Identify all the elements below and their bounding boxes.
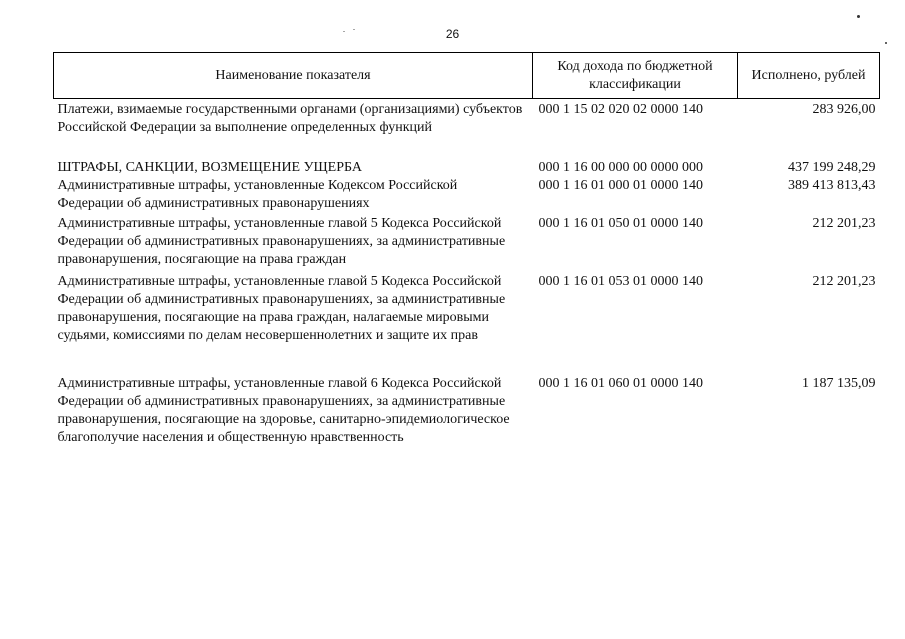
row-amount: 283 926,00 xyxy=(812,102,876,117)
table-row xyxy=(54,99,880,160)
row-name: Административные штрафы, установленные главой 5 Кодекса Российской Федерации об административных правонарушениях, за административные правонарушения, посягающие на права граждан xyxy=(57,216,506,267)
header-amount: Исполнено, рублей xyxy=(738,53,880,99)
table-row xyxy=(54,375,880,469)
row-name: Административные штрафы, установленные Кодексом Российской Федерации об административных правонарушениях xyxy=(57,178,458,211)
row-amount: 389 413 813,43 xyxy=(788,178,876,193)
table-header-row xyxy=(54,53,880,99)
header-code: Код дохода по бюджетной классификации xyxy=(533,53,738,99)
row-code: 000 1 16 01 060 01 0000 140 xyxy=(538,376,703,391)
scan-speck xyxy=(857,15,860,18)
revenue-table xyxy=(53,52,879,469)
scan-speck xyxy=(885,42,887,44)
page-number: 26 xyxy=(445,27,460,41)
row-code: 000 1 16 01 053 01 0000 140 xyxy=(538,274,703,289)
row-amount: 212 201,23 xyxy=(812,216,876,231)
table-row xyxy=(54,177,880,215)
row-amount: 437 199 248,29 xyxy=(788,160,876,175)
header-name: Наименование показателя xyxy=(54,53,533,99)
row-code: 000 1 16 01 050 01 0000 140 xyxy=(538,216,703,231)
row-code: 000 1 16 00 000 00 0000 000 xyxy=(538,160,703,175)
row-code: 000 1 15 02 020 02 0000 140 xyxy=(538,102,703,117)
row-name: Административные штрафы, установленные главой 6 Кодекса Российской Федерации об административных правонарушениях, за административные правонарушения, посягающие на здоровье, санитарно-эпидемиологическое благополучие населения и общественную нравственность xyxy=(57,376,510,445)
row-name: Административные штрафы, установленные главой 5 Кодекса Российской Федерации об административных правонарушениях, за административные правонарушения, посягающие на права граждан, налагаемые мировыми судьями, комиссиями по делам несовершеннолетних и защите их прав xyxy=(57,274,506,343)
row-name: Платежи, взимаемые государственными органами (организациями) субъектов Российской Федерации за выполнение определенных функций xyxy=(57,102,523,135)
row-amount: 212 201,23 xyxy=(812,274,876,289)
row-name: ШТРАФЫ, САНКЦИИ, ВОЗМЕЩЕНИЕ УЩЕРБА xyxy=(57,160,362,175)
table-row xyxy=(54,215,880,273)
table-row xyxy=(54,159,880,177)
row-amount: 1 187 135,09 xyxy=(802,376,876,391)
row-code: 000 1 16 01 000 01 0000 140 xyxy=(538,178,703,193)
table-row xyxy=(54,273,880,375)
